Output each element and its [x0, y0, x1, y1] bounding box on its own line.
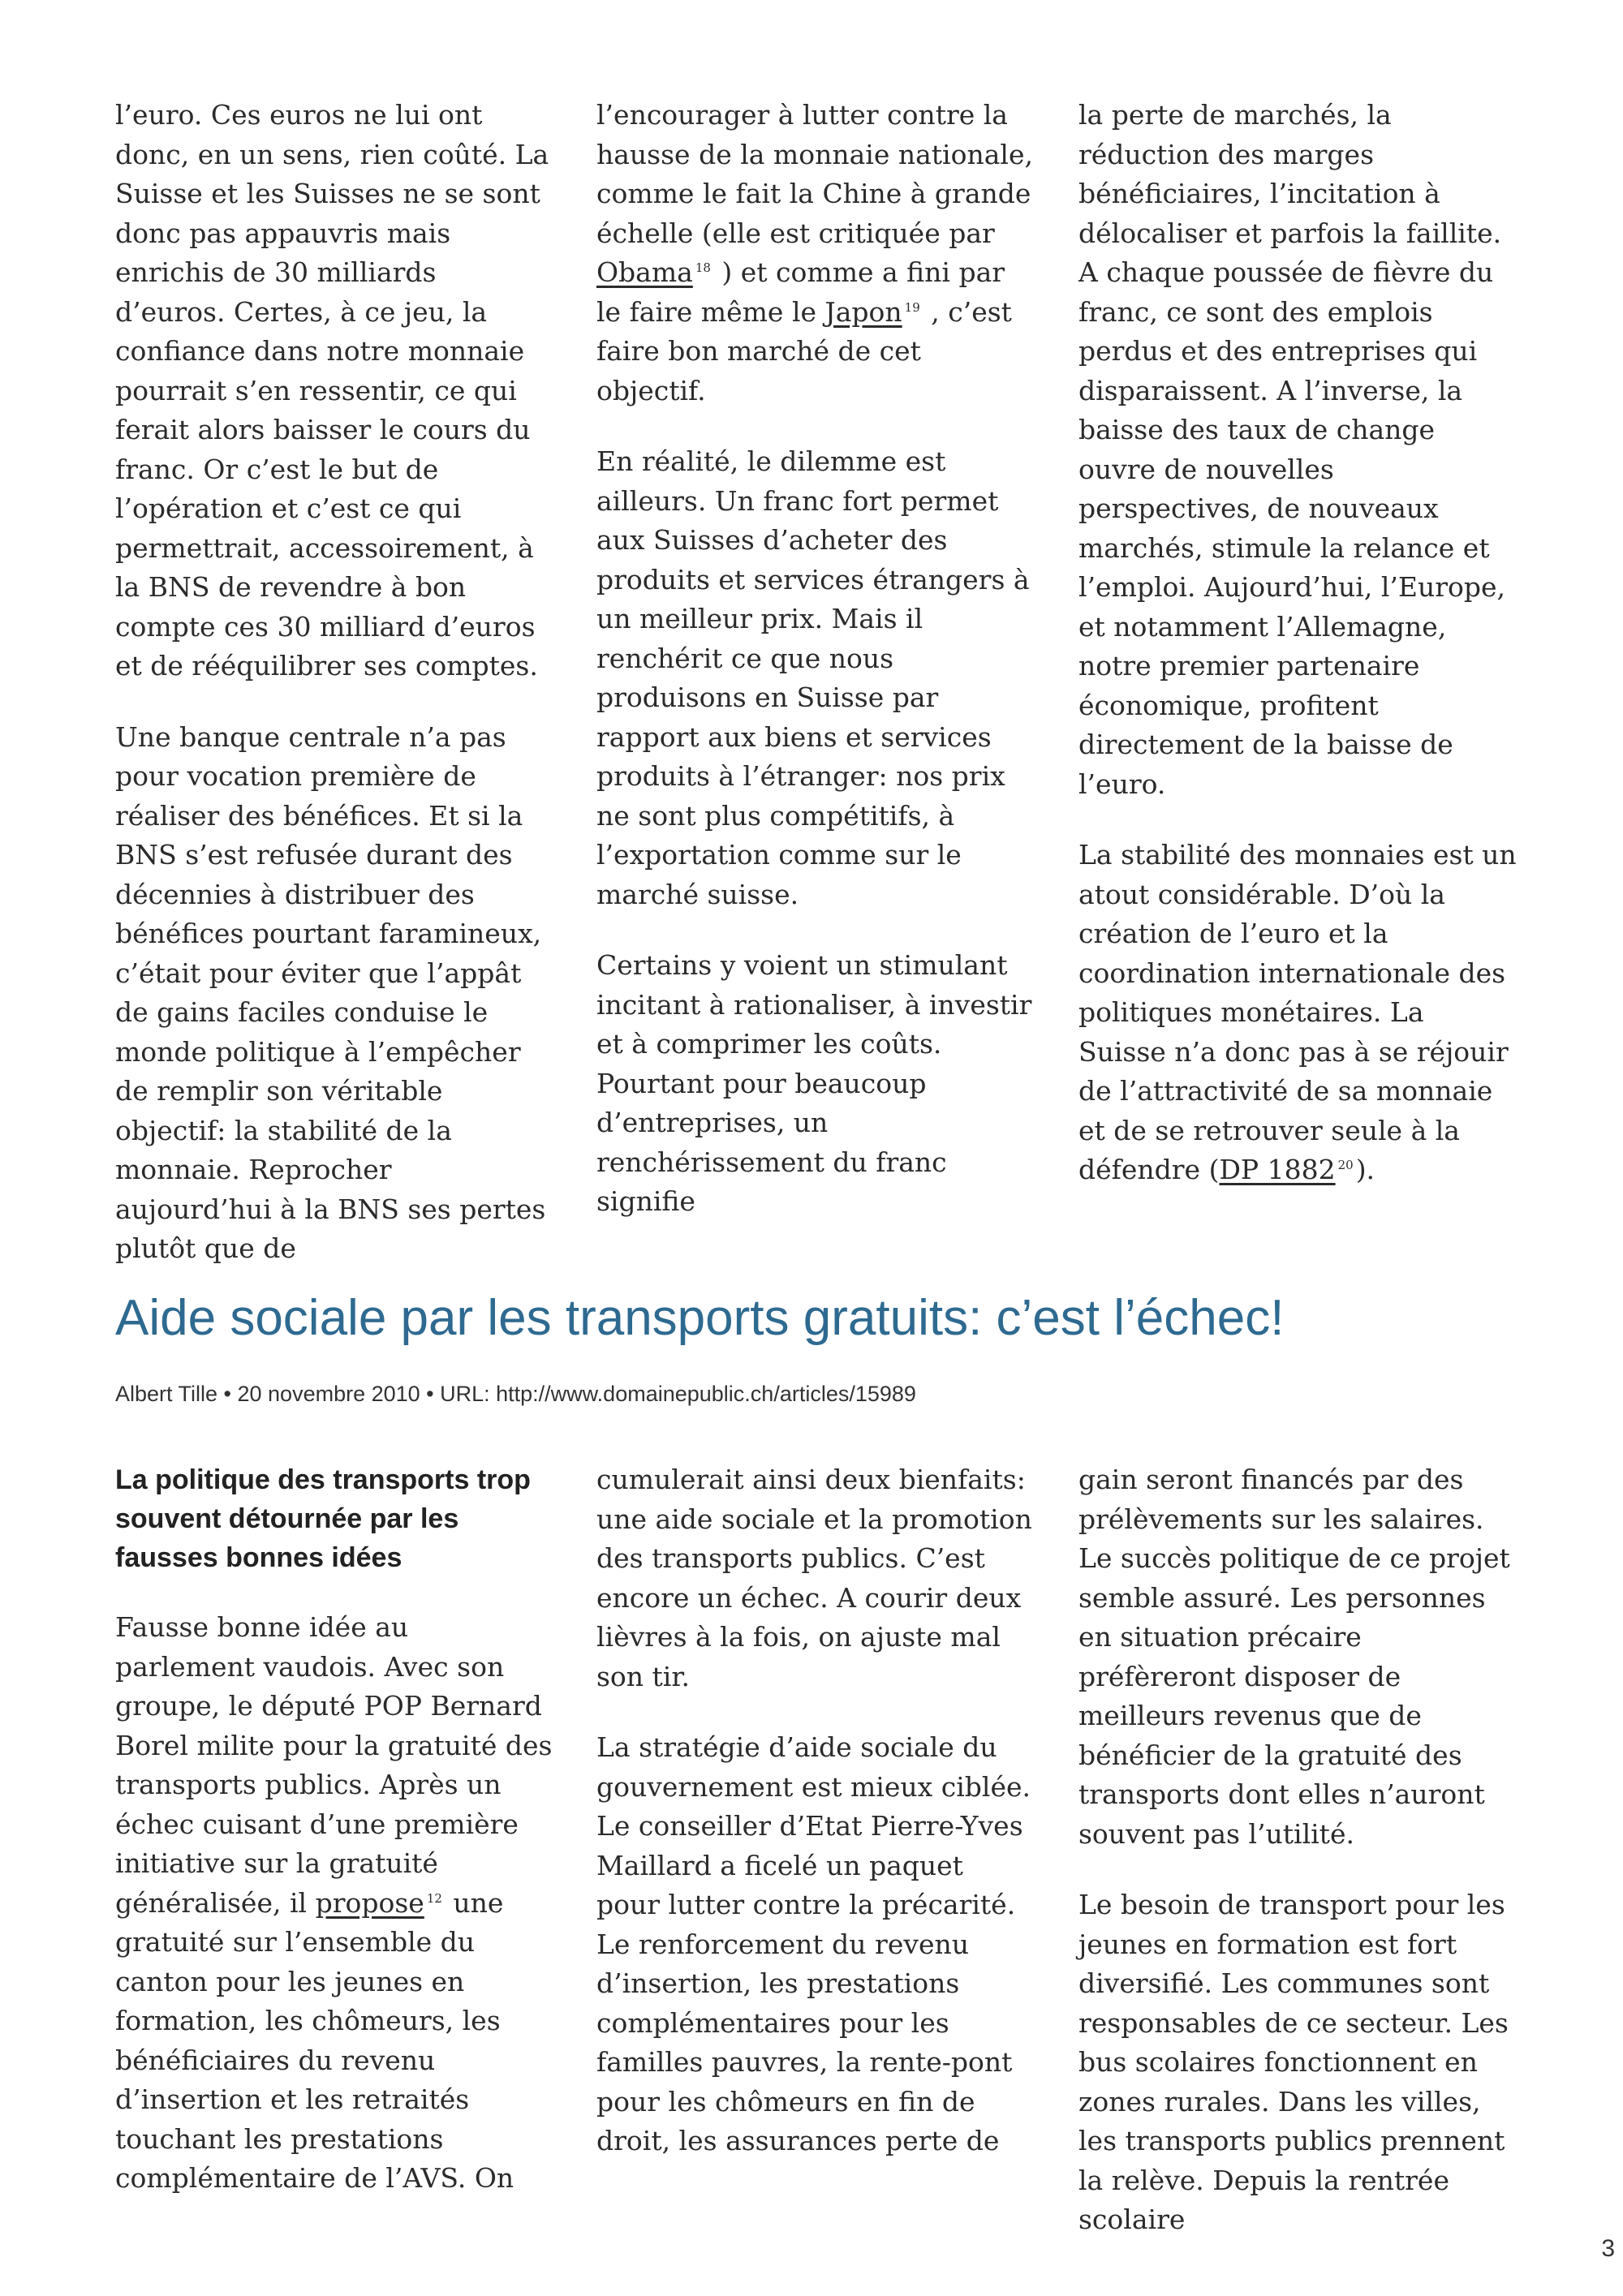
page-number: 3	[1601, 2235, 1615, 2262]
paragraph: Le besoin de transport pour les jeunes en formation est fort diversifié. Les communes sont responsables de ce secteur. Les bus scolaires fonctionnent en zones rurales. Dans les villes, les transports publics prennent la relève. Depuis la rentrée scolaire	[1078, 1889, 1509, 2235]
text: une gratuité sur l’ensemble du canton pour les jeunes en formation, les chômeurs, les bénéficiaires du revenu d’insertion et les retraités touchant les prestations complémentaire de l’AVS. On	[115, 1886, 514, 2194]
paragraph	[1078, 836, 1517, 1190]
link-dp-1882[interactable]: DP 1882	[1219, 1154, 1336, 1185]
paragraph: la perte de marchés, la réduction des marges bénéficiaires, l’incitation à délocaliser et parfois la faillite. A chaque poussée de fièvre du franc, ce sont des emplois perdus et des entreprises qui disparaissent. A l’inverse, la baisse des taux de change ouvre de nouvelles perspectives, de nouveaux marchés, stimule la relance et l’emploi. Aujourd’hui, l’Europe, et notamment l’Allemagne, notre premier partenaire économique, profitent directement de la baisse de l’euro.	[1078, 99, 1505, 800]
link-japon[interactable]: Japon	[824, 295, 902, 328]
footnote-ref: 20	[1337, 1158, 1354, 1172]
article1-column-3	[1078, 96, 1517, 1222]
footnote-ref: 12	[426, 1890, 442, 1906]
article-subheading: La politique des transports trop souvent détournée par les fausses bonnes idées	[115, 1464, 531, 1573]
paragraph: l’euro. Ces euros ne lui ont donc, en un sens, rien coûté. La Suisse et les Suisses ne se sont donc pas appauvris mais enrichis de 30 milliards d’euros. Certes, à ce jeu, la confiance dans notre monnaie pourrait s’en ressentir, ce qui ferait alors baisser le cours du franc. Or c’est le but de l’opération et c’est ce qui permettrait, accessoirement, à la BNS de revendre à bon compte ces 30 milliard d’euros et de rééquilibrer ses comptes.	[115, 99, 549, 681]
text: ) et comme a fini par le faire même le	[596, 256, 1005, 328]
paragraph: cumulerait ainsi deux bienfaits: une aide sociale et la promotion des transports publics. C’est encore un échec. A courir deux lièvres à la fois, on ajuste mal son tir.	[596, 1464, 1032, 1692]
article-byline: Albert Tille • 20 novembre 2010 • URL: http://www.domainepublic.ch/articles/15989	[115, 1382, 916, 1406]
paragraph: En réalité, le dilemme est ailleurs. Un franc fort permet aux Suisses d’acheter des produits et services étrangers à un meilleur prix. Mais il renchérit ce que nous produisons en Suisse par rapport aux biens et services produits à l’étranger: nos prix ne sont plus compétitifs, à l’exportation comme sur le marché suisse.	[596, 445, 1030, 910]
paragraph: gain seront financés par des prélèvements sur les salaires. Le succès politique de ce projet semble assuré. Les personnes en situation précaire préfèreront disposer de meilleurs revenus que de bénéficier de la gratuité des transports dont elles n’auront souvent pas l’utilité.	[1078, 1464, 1510, 1850]
article2-column-3	[1078, 1460, 1517, 2272]
paragraph	[115, 1608, 553, 2199]
text: , c’est faire bon marché de cet objectif.	[596, 295, 1012, 406]
text: La stabilité des monnaies est un atout considérable. D’où la création de l’euro et la coordination internationale des politiques monétaires. La Suisse n’a donc pas à se réjouir de l’attractivité de sa monnaie et de se retrouver seule à la défendre (	[1078, 839, 1517, 1185]
text: Fausse bonne idée au parlement vaudois. Avec son groupe, le député POP Bernard Borel milite pour la gratuité des transports publics. Après un échec cuisant d’une première initiative sur la gratuité généralisée, il	[115, 1611, 553, 1919]
link-obama[interactable]: Obama	[596, 256, 693, 288]
text: l’encourager à lutter contre la hausse de la monnaie nationale, comme le fait la Chine à grande échelle (elle est critiquée par	[596, 99, 1033, 249]
article1-column-2	[596, 96, 1035, 1253]
paragraph: Une banque centrale n’a pas pour vocation première de réaliser des bénéfices. Et si la BNS s’est refusée durant des décennies à distribuer des bénéfices pourtant faramineux, c’était pour éviter que l’appât de gains faciles conduise le monde politique à l’empêcher de remplir son véritable objectif: la stabilité de la monnaie. Reprocher aujourd’hui à la BNS ses pertes plutôt que de	[115, 720, 546, 1264]
paragraph: La stratégie d’aide sociale du gouvernement est mieux ciblée. Le conseiller d’Etat Pierre-Yves Maillard a ficelé un paquet pour lutter contre la précarité. Le renforcement du revenu d’insertion, les prestations complémentaires pour les familles pauvres, la rente-pont pour les chômeurs en fin de droit, les assurances perte de	[596, 1731, 1031, 2156]
article2-column-1	[115, 1460, 553, 2230]
footnote-ref: 19	[904, 299, 920, 315]
article-title: Aide sociale par les transports gratuits: c’est l’échec!	[115, 1290, 1285, 1346]
paragraph: Certains y voient un stimulant incitant à rationaliser, à investir et à comprimer les coûts. Pourtant pour beaucoup d’entreprises, un renchérissement du franc signifie	[596, 949, 1032, 1217]
footnote-ref: 18	[695, 260, 711, 275]
paragraph	[596, 96, 1035, 411]
article1-column-1	[115, 96, 553, 1301]
text: ).	[1355, 1154, 1375, 1185]
link-propose[interactable]: propose	[315, 1886, 424, 1919]
article2-column-2	[596, 1460, 1035, 2193]
